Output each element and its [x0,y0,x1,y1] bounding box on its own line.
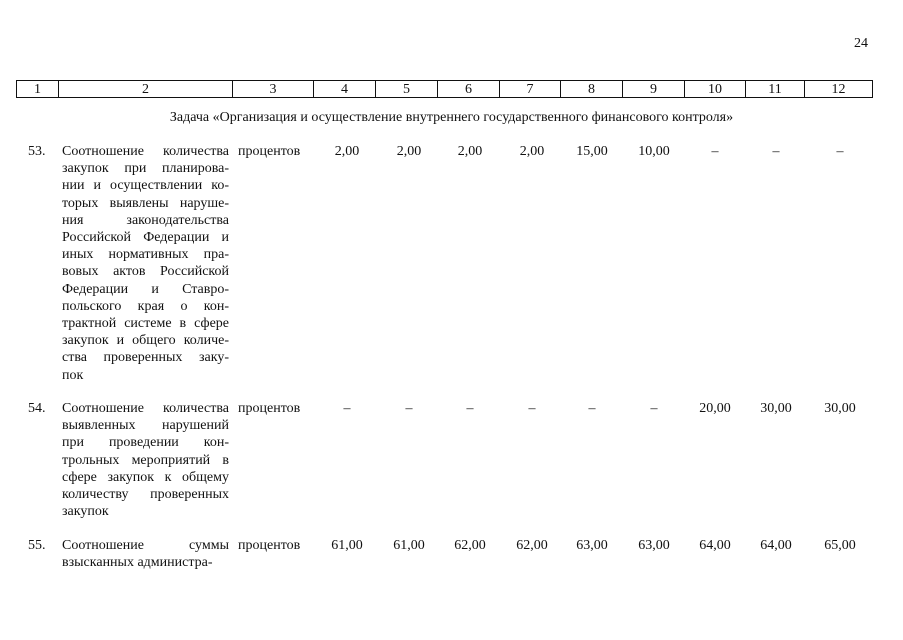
value-col-12: – [836,144,844,159]
description-line: при проведении кон- [62,435,229,451]
row-description [62,400,229,520]
value-col-10: 20,00 [699,401,731,416]
description-line: ства проверенных заку- [62,350,229,366]
description-line: выявленных нарушений [62,418,229,434]
task-title: Задача «Организация и осуществление внутреннего государственного финансового контроля» [169,110,734,125]
value-col-5: 2,00 [396,144,422,159]
value-col-10: – [711,144,719,159]
description-line: сфере закупок к общему [62,469,229,485]
column-header-7: 7 [500,81,561,98]
description-line: иных нормативных пра- [62,247,229,263]
column-header-5: 5 [376,81,438,98]
description-line: количеству проверенных [62,487,229,503]
description-line: польского края о кон- [62,298,229,314]
value-col-8: – [588,401,596,416]
value-col-8: 63,00 [576,538,608,553]
description-line: Российской Федерации и [62,230,229,246]
description-line: торых выявлены наруше- [62,195,229,211]
description-line: Федерации и Ставро- [62,281,229,297]
description-line: нии и осуществлении ко- [62,178,229,194]
value-col-12: 30,00 [824,401,856,416]
value-col-9: 63,00 [638,538,670,553]
row-number: 54. [28,401,46,416]
value-col-9: – [650,401,658,416]
value-col-8: 15,00 [576,144,608,159]
value-col-12: 65,00 [824,538,856,553]
description-line: взысканных администра- [62,555,213,571]
column-header-1: 1 [17,81,59,98]
description-line: трактной системе в сфере [62,316,229,332]
value-col-6: 62,00 [454,538,486,553]
row-number: 53. [28,144,46,159]
description-line: Соотношение количества [62,144,229,159]
column-header-4: 4 [314,81,376,98]
value-col-7: – [528,401,536,416]
description-line: пок [62,367,84,383]
description-line: Соотношение суммы [62,538,229,553]
description-line: ния законодательства [62,212,229,228]
column-header-9: 9 [623,81,685,98]
value-col-11: 64,00 [760,538,792,553]
value-col-5: 61,00 [393,538,425,553]
value-col-7: 62,00 [516,538,548,553]
description-line: закупок и общего количе- [62,333,229,349]
column-header-6: 6 [438,81,500,98]
column-header-2: 2 [59,81,233,98]
description-line: Соотношение количества [62,401,229,416]
value-col-6: 2,00 [457,144,483,159]
column-header-3: 3 [233,81,314,98]
value-col-9: 10,00 [638,144,670,159]
value-col-4: – [343,401,351,416]
description-line: вовых актов Российской [62,264,229,280]
value-col-7: 2,00 [519,144,545,159]
value-col-10: 64,00 [699,538,731,553]
value-col-4: 61,00 [331,538,363,553]
column-header-12: 12 [805,81,873,98]
row-description [62,537,229,571]
page-number: 24 [854,36,868,51]
value-col-11: – [772,144,780,159]
row-unit: процентов [238,538,301,553]
value-col-6: – [466,401,474,416]
row-unit: процентов [238,144,301,159]
column-header-10: 10 [685,81,746,98]
row-description [62,143,229,384]
description-line: закупок [62,504,109,520]
value-col-4: 2,00 [334,144,360,159]
column-header-8: 8 [561,81,623,98]
value-col-5: – [405,401,413,416]
value-col-11: 30,00 [760,401,792,416]
row-number: 55. [28,538,46,553]
description-line: трольных мероприятий в [62,452,229,468]
description-line: закупок при планирова- [62,161,229,177]
column-header-11: 11 [746,81,805,98]
row-unit: процентов [238,401,301,416]
column-number-header [16,80,873,98]
